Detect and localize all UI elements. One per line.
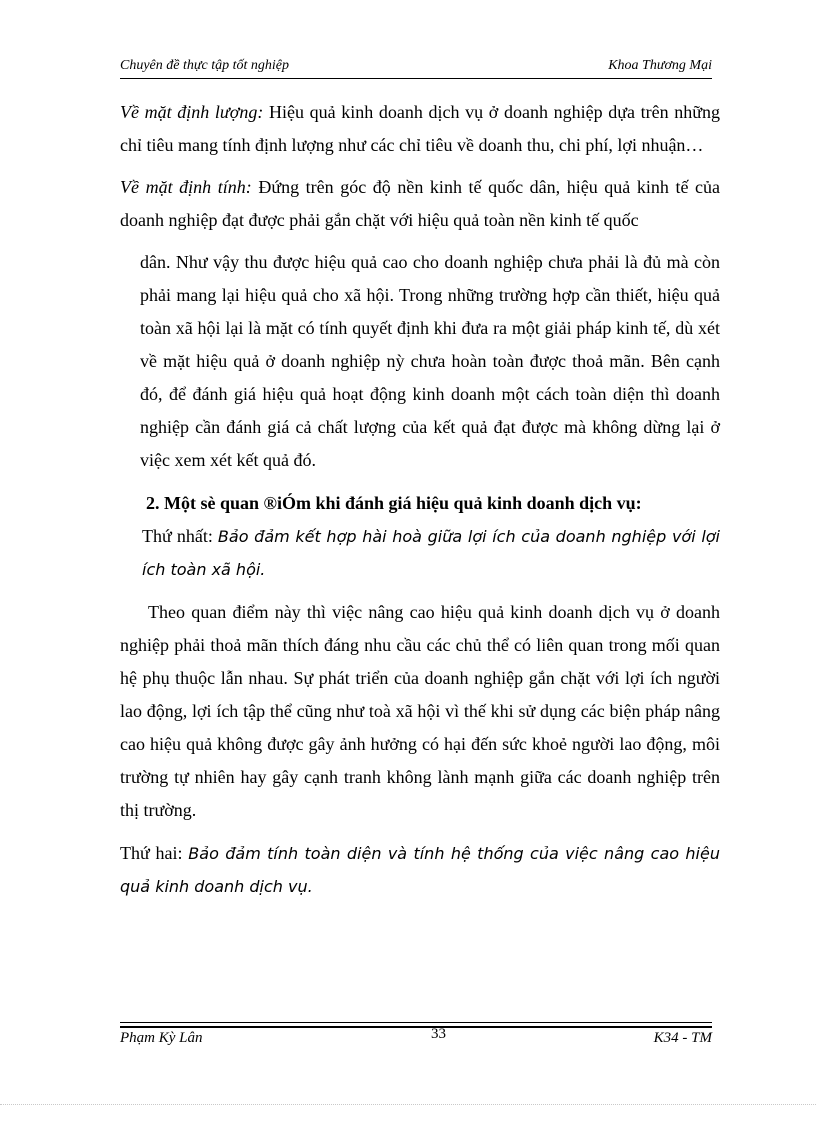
first-point-text: Bảo đảm kết hợp hài hoà giữa lợi ích của doanh nghiệp với lợi ích toàn xã hội. bbox=[142, 527, 720, 579]
quantitative-text: Hiệu quả kinh doanh dịch vụ ở doanh nghiệp dựa trên những chỉ tiêu mang tính định lượng như các chỉ tiêu về doanh thu, chi phí, lợi nhuận… bbox=[120, 102, 720, 155]
second-point-label: Thứ hai: bbox=[120, 843, 189, 863]
qualitative-text: Đứng trên góc độ nền kinh tế quốc dân, hiệu quả kinh tế của doanh nghiệp đạt được phải gắn chặt với hiệu quả toàn nền kinh tế quốc bbox=[120, 177, 721, 230]
footer-divider-thick bbox=[120, 1026, 712, 1028]
document-body bbox=[120, 96, 720, 903]
footer-divider-thin bbox=[120, 1022, 712, 1023]
header-divider bbox=[120, 78, 712, 79]
first-point-label: Thứ nhất: bbox=[142, 526, 218, 546]
paragraph-qualitative-continued: dân. Như vậy thu được hiệu quả cao cho doanh nghiệp chưa phải là đủ mà còn phải mang lại hiệu quả cho xã hội. Trong những trường hợp cần thiết, hiệu quả toàn xã hội lại là mặt có tính quyết định khi đưa ra một giải pháp kinh tế, dù xét về mặt hiệu quả ở doanh nghiệp nỳ chưa hoàn toàn được thoả mãn. Bên cạnh đó, để đánh giá hiệu quả hoạt động kinh doanh một cách toàn diện thì doanh nghiệp cần đánh giá cả chất lượng của kết quả đạt được mà không dừng lại ở việc xem xét kết quả đó. bbox=[140, 252, 720, 470]
header-left: Chuyên đề thực tập tốt nghiệp bbox=[120, 58, 289, 73]
qualitative-label: Về mặt định tính: bbox=[120, 177, 252, 197]
paragraph-explanation: Theo quan điểm này thì việc nâng cao hiệu quả kinh doanh dịch vụ ở doanh nghiệp phải thoả mãn thích đáng nhu cầu các chủ thể có liên quan trong mối quan hệ phụ thuộc lẫn nhau. Sự phát triển của doanh nghiệp gắn chặt với lợi ích người lao động, lợi ích tập thể cũng như toà xã hội vì thế khi sử dụng các biện pháp nâng cao hiệu quả không được gây ảnh hưởng có hại đến sức khoẻ người lao động, môi trường tự nhiên hay gây cạnh tranh không lành mạnh giữa các doanh nghiệp trên thị trường. bbox=[120, 602, 720, 820]
second-point-text: Bảo đảm tính toàn diện và tính hệ thống của việc nâng cao hiệu quả kinh doanh dịch vụ. bbox=[120, 844, 720, 896]
page-header bbox=[120, 58, 712, 78]
header-right: Khoa Thương Mại bbox=[608, 58, 712, 73]
section-heading: 2. Một sè quan ®iÓm khi đánh giá hiệu quả kinh doanh dịch vụ: bbox=[146, 493, 642, 513]
paragraph-first-point bbox=[120, 520, 720, 586]
page-number: 33 bbox=[431, 1026, 446, 1042]
page-footer bbox=[120, 1026, 712, 1054]
quantitative-label: Về mặt định lượng: bbox=[120, 102, 264, 122]
paragraph-second-point bbox=[120, 837, 720, 903]
paragraph-quantitative bbox=[120, 96, 720, 162]
page-edge-divider bbox=[0, 1104, 816, 1105]
footer-author: Phạm Kỳ Lân bbox=[120, 1030, 203, 1046]
footer-class: K34 - TM bbox=[653, 1030, 712, 1046]
paragraph-qualitative bbox=[120, 171, 720, 237]
